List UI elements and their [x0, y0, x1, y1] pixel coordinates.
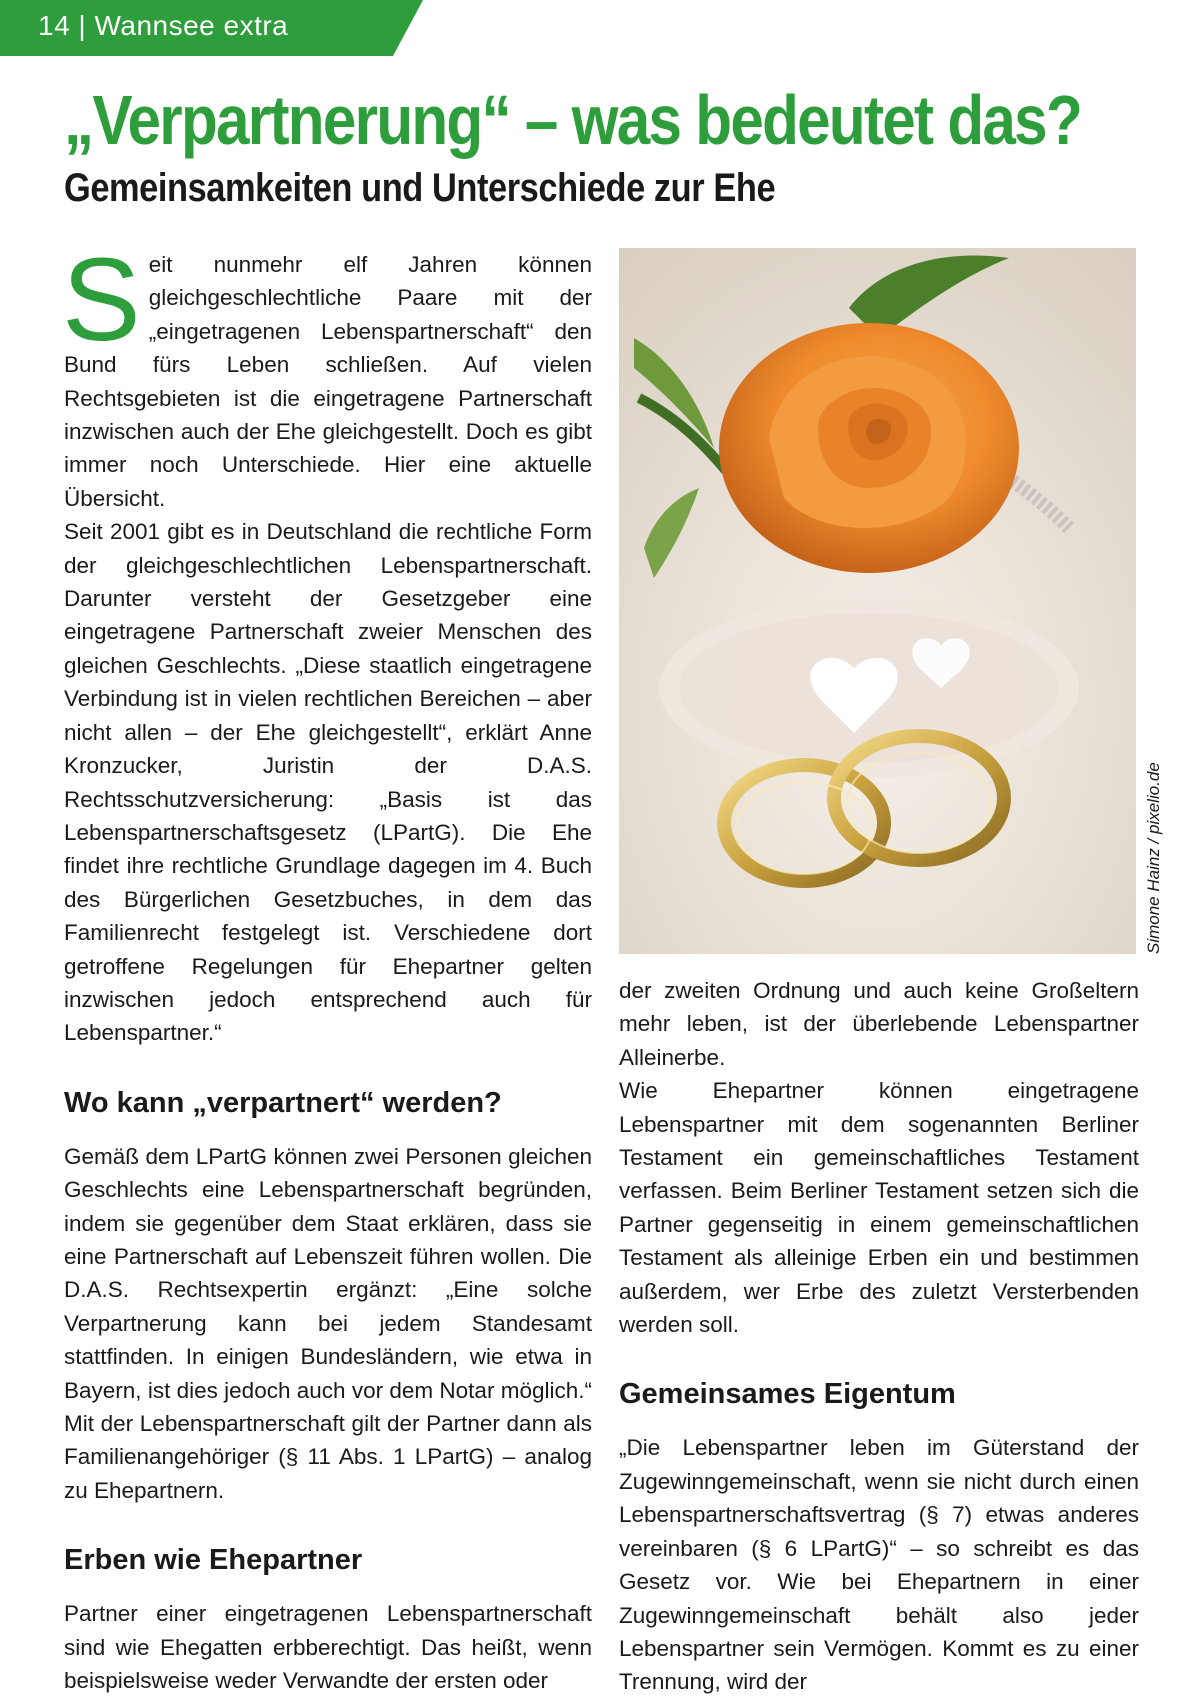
section-text-eigentum: „Die Lebenspartner leben im Güterstand der Zugewinngemeinschaft, wenn sie nicht durch einen Lebenspartnerschaftsvertrag (§ 7) etwas anderes vereinbaren (§ 6 LPartG)“ – so schreibt es das Gesetz vor. Wie bei Ehepartnern in einer Zugewinngemeinschaft behält also jeder Lebenspartner sein Vermögen. Kommt es zu einer Trennung, wird der — [619, 1435, 1139, 1695]
right-column — [619, 974, 1139, 1699]
erben-continued-1: der zweiten Ordnung und auch keine Großeltern mehr leben, ist der überlebende Lebenspartner Alleinerbe. — [619, 978, 1139, 1070]
intro-paragraph — [62, 234, 592, 515]
dropcap: S — [62, 234, 141, 366]
photo-illustration — [619, 248, 1136, 954]
subheadline: Gemeinsamkeiten und Unterschiede zur Ehe — [64, 166, 776, 210]
section-heading-erben: Erben wie Ehepartner — [64, 1544, 363, 1577]
section-text-erben: Partner einer eingetragenen Lebenspartnerschaft sind wie Ehegatten erbberechtigt. Das heißt, wenn beispielsweise weder Verwandte der ersten oder — [64, 1601, 592, 1694]
section-heading-eigentum: Gemeinsames Eigentum — [619, 1378, 956, 1411]
intro-text: eit nunmehr elf Jahren können gleichgeschlechtliche Paare mit der „eingetragenen Lebenspartnerschaft“ den Bund fürs Leben schließen. Auf vielen Rechtsgebieten ist die eingetragene Partnerschaft inzwischen auch der Ehe gleichgestellt. Doch es gibt immer noch Unterschiede. Hier eine aktuelle Übersicht. — [64, 252, 592, 511]
page-label: 14 | Wannsee extra — [38, 10, 289, 41]
rose-rings-photo — [619, 248, 1136, 954]
erben-continued-2: Wie Ehepartner können eingetragene Lebenspartner mit dem sogenannten Berliner Testament ein gemeinschaftliches Testament verfassen. Beim Berliner Testament setzen sich die Partner gegenseitig in einem gemeinschaftlichen Testament als alleinige Erben ein und bestimmen außerdem, wer Erbe des zuletzt Versterbenden werden soll. — [619, 1078, 1139, 1338]
headline: „Verpartnerung“ – was bedeutet das? — [64, 81, 1082, 159]
photo-credit: Simone Hainz / pixelio.de — [1144, 762, 1163, 954]
section-heading-verpartnert: Wo kann „verpartnert“ werden? — [64, 1086, 502, 1119]
page-header-bar — [0, 0, 423, 56]
section-text-verpartnert: Gemäß dem LPartG können zwei Personen gleichen Geschlechts eine Lebenspartnerschaft begründen, indem sie gegenüber dem Staat erklären, dass sie eine Partnerschaft auf Lebenszeit führen wollen. Die D.A.S. Rechtsexpertin ergänzt: „Eine solche Verpartnerung kann bei jedem Standesamt stattfinden. In einigen Bundesländern, wie etwa in Bayern, ist dies jedoch auch vor dem Notar möglich.“ Mit der Lebenspartnerschaft gilt der Partner dann als Familienangehöriger (§ 11 Abs. 1 LPartG) – analog zu Ehepartnern. — [64, 1143, 592, 1503]
intro-paragraph-2: Seit 2001 gibt es in Deutschland die rechtliche Form der gleichgeschlechtlichen Lebenspartnerschaft. Darunter versteht der Gesetzgeber eine eingetragene Partnerschaft zweier Menschen des gleichen Geschlechts. „Diese staatlich eingetragene Verbindung ist in vielen rechtlichen Bereichen – aber nicht allen – der Ehe gleichgestellt“, erklärt Anne Kronzucker, Juristin der D.A.S. Rechtsschutzversicherung: „Basis ist das Lebenspartnerschaftsgesetz (LPartG). Die Ehe findet ihre rechtliche Grundlage dagegen im 4. Buch des Bürgerlichen Gesetzbuches, in dem das Familienrecht festgelegt ist. Verschiedene dort getroffene Regelungen für Ehepartner gelten inzwischen jedoch entsprechend auch für Lebenspartner.“ — [64, 519, 592, 1046]
left-column — [62, 234, 592, 1697]
